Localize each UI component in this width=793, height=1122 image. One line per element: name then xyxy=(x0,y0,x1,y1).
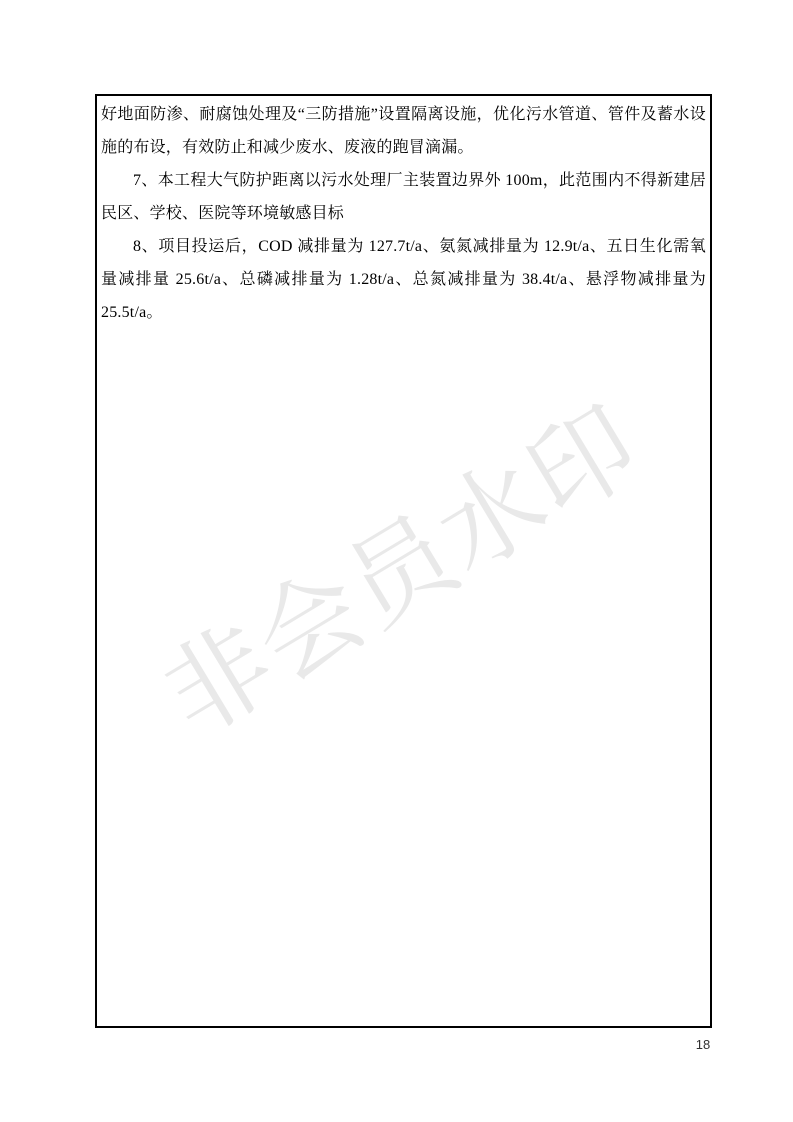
paragraph-item-8: 8、项目投运后，COD 减排量为 127.7t/a、氨氮减排量为 12.9t/a、五日生化需氧量减排量 25.6t/a、总磷减排量为 1.28t/a、总氮减排量为 38.4t/a、悬浮物减排量为 25.5t/a。 xyxy=(101,238,706,321)
page-number: 18 xyxy=(695,1037,711,1052)
paragraph-continuation: 好地面防渗、耐腐蚀处理及“三防措施”设置隔离设施，优化污水管道、管件及蓄水设施的布设，有效防止和减少废水、废液的跑冒滴漏。 xyxy=(101,106,706,156)
content-border-box xyxy=(95,94,712,1028)
watermark-text: 非会员水印 xyxy=(143,381,661,760)
paragraph-item-7: 7、本工程大气防护距离以污水处理厂主装置边界外 100m，此范围内不得新建居民区、学校、医院等环境敏感目标 xyxy=(101,172,706,222)
